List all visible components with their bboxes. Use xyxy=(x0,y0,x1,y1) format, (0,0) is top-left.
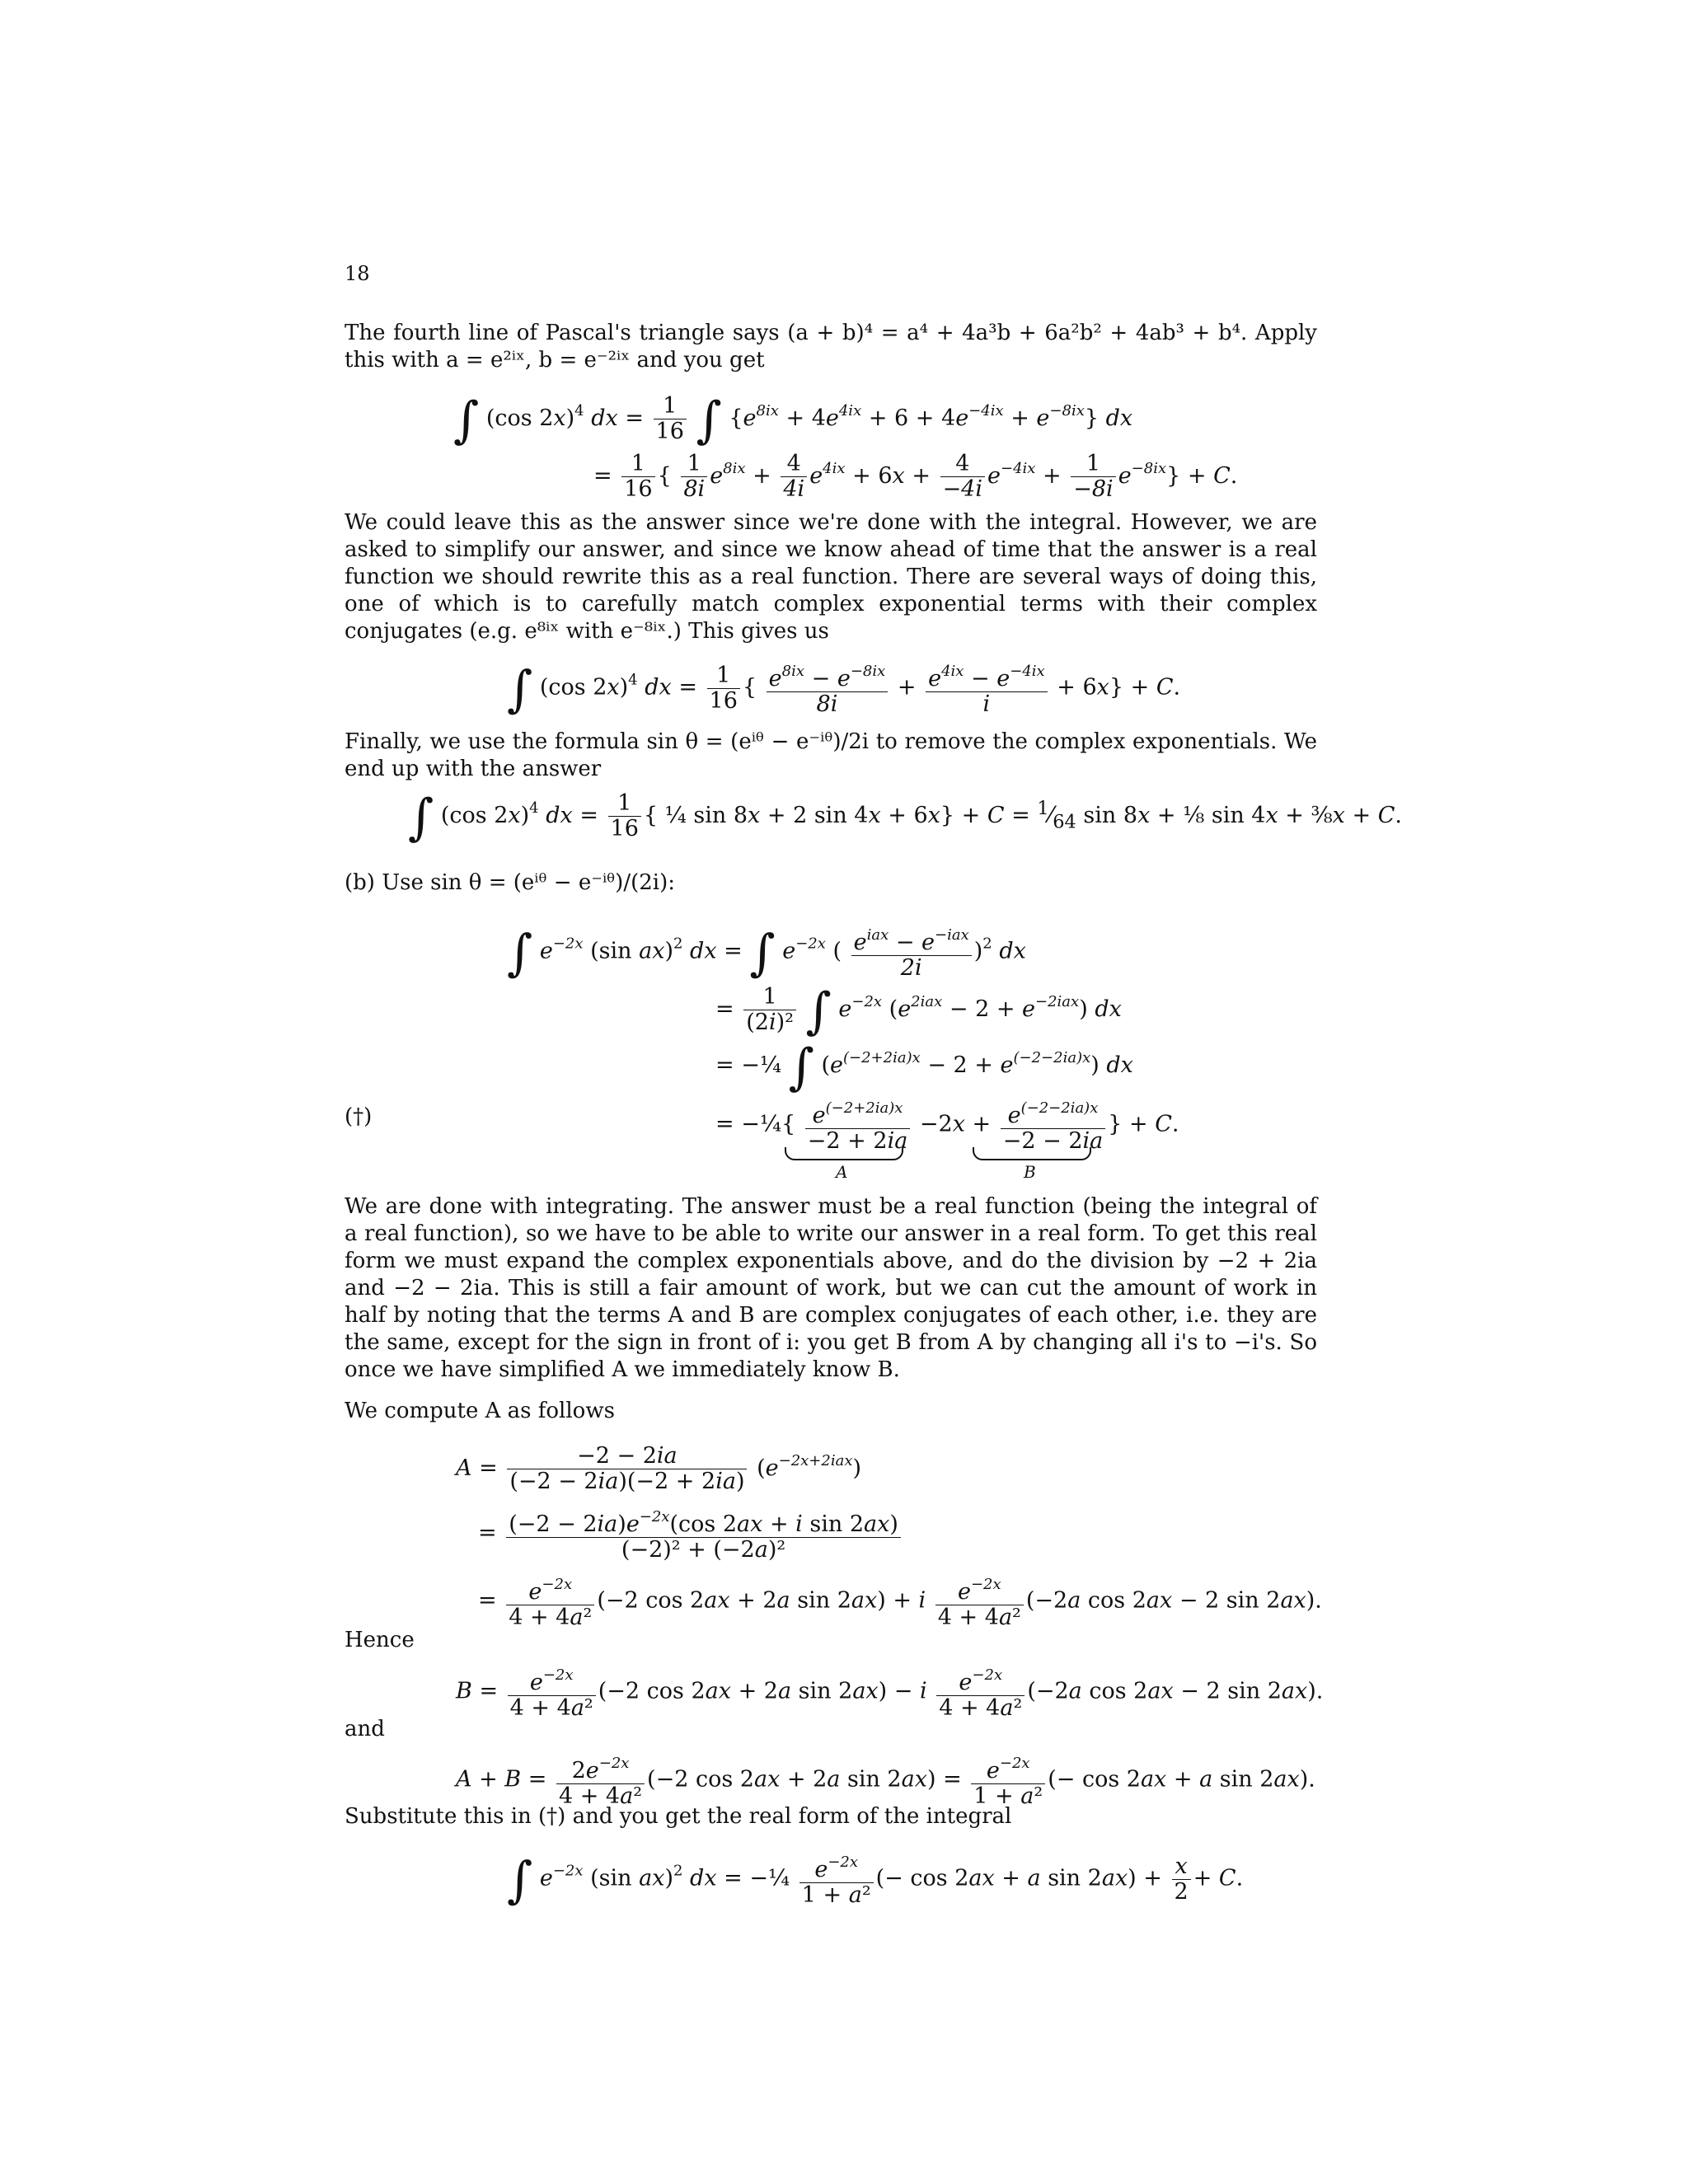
paragraph-part-b: (b) Use sin θ = (eⁱᶿ − e⁻ⁱᶿ)/(2i): xyxy=(345,870,675,895)
equation-final: ∫ $e^{-2x}$ (sin ax)$^2$ dx = −¼ $\frac{e^{-2x}}{\text{1 + a²}}$ (− cos 2ax + a sin 2ax) + $\frac{x}{2}$ + C. xyxy=(507,1851,1244,1910)
underbrace-A xyxy=(785,1147,903,1160)
equation-b-line1: ∫ $e^{-2x}$ (sin ax)$^2$ dx = ∫ $e^{-2x}$ ( $\frac{e^{iax} - e^{-iax}}{2i}$ )$^2$ dx xyxy=(507,924,1026,982)
paragraph-done-integrating: We are done with integrating. The answer must be a real function (being the integral of a real function), so we have to be able to write our answer in a real form. To get this real form we must expand the complex exponentials above, and do the division by −2 + 2ia and −2 − 2ia. This is still a fair amount of work, but we can cut the amount of work in half by noting that the terms A and B are complex conjugates of each other, i.e. they are the same, except for the sign in front of i: you get B from A by changing all i's to −i's. So once we have simplified A we immediately know B. xyxy=(345,1194,1317,1382)
equation-b-line4: = −¼{ $\frac{e^{(-2+2ia)x}}{-2 + 2ia}$ −2x + $\frac{e^{(-2-2ia)x}}{-2 - 2ia}$ } + C. xyxy=(715,1096,1179,1154)
equation-A-line2: = $\frac{(-2 - 2ia)e^{-2x}(\cos 2ax + i \sin 2ax)}{\text{(−2)² + (−2a)²}}$ xyxy=(478,1505,903,1563)
paragraph-compute-A: We compute A as follows xyxy=(345,1399,615,1423)
equation-cos4-integrated: = $\frac{1}{16}$ { $\frac{1}{8i}$ $e^{8ix}$ + $\frac{4}{4i}$ $e^{4ix} + 6x$ + $\frac{4}{-4i}$ $e^{-4ix}$ + $\frac{1}{-8i}$ $e^{-8ix}\} + C$. xyxy=(593,451,1238,502)
equation-b-line3: = −¼ ∫ $(e^{(-2+2ia)x} - 2 + e^{(-2-2ia)x})$ dx xyxy=(715,1038,1133,1096)
paragraph-substitute: Substitute this in (†) and you get the real form of the integral xyxy=(345,1804,1012,1829)
underbrace-A-label: A xyxy=(836,1162,848,1182)
paragraph-simplify: We could leave this as the answer since we're done with the integral. However, we are asked to simplify our answer, and since we know ahead of time that the answer is a real function we should rewrite this as a real function. There are several ways of doing this, one of which is to carefully match complex exponential terms with their complex conjugates (e.g. e⁸ⁱˣ with e⁻⁸ⁱˣ.) This gives us xyxy=(345,510,1317,644)
equation-A-plus-B: A + B = $\frac{2e^{-2x}}{\text{4 + 4a²}}$ (−2 cos 2ax + 2a sin 2ax) = $\frac{e^{-2x}}{\text{1 + a²}}$ (− cos 2ax + a sin 2ax). xyxy=(456,1751,1315,1809)
paragraph-finally: Finally, we use the formula sin θ = (eⁱᶿ − e⁻ⁱᶿ)/2i to remove the complex exponentials. We end up with the answer xyxy=(345,729,1317,781)
and-label: and xyxy=(345,1717,385,1741)
equation-b-line2: = $\frac{1}{\text{(2i)²}}$ ∫ $e^{-2x}$ $(e^{2iax} - 2 + e^{-2iax})$ dx xyxy=(715,982,1122,1040)
underbrace-B-label: B xyxy=(1024,1162,1036,1182)
paragraph-pascal: The fourth line of Pascal's triangle says (a + b)⁴ = a⁴ + 4a³b + 6a²b² + 4ab³ + b⁴. Apply this with a = e²ⁱˣ, b = e⁻²ⁱˣ and you get xyxy=(345,321,1317,373)
equation-A-line3: = $\frac{e^{-2x}}{\text{4 + 4a²}}$ (−2 cos 2ax + 2a sin 2ax) + i $\frac{e^{-2x}}{\text{4 + 4a²}}$ (−2a cos 2ax − 2 sin 2ax). xyxy=(478,1572,1322,1630)
equation-cos4-answer: ∫ (cos 2x)$^4$ dx = $\frac{1}{16}$ { ¼ sin 8x + 2 $\sin 4x + 6x\} + C = ^1⁄_{64}$ sin 8x + ⅛ sin 4x + ⅜x + C. xyxy=(408,789,1402,846)
hence-label: Hence xyxy=(345,1628,415,1652)
equation-cos4-expansion: ∫ (cos 2x)$^4$ dx = $\frac{1}{16}$ ∫ $\{e^{8ix} + 4e^{4ix} + 6 + 4e^{-4ix} + e^{-8ix}\}$ dx xyxy=(453,391,1133,449)
equation-conjugate-pairs: ∫ (cos 2x)$^4$ dx = $\frac{1}{16}$ { $\frac{e^{8ix} - e^{-8ix}}{8i}$ + $\frac{e^{4ix} - e^{-4ix}}{i}$ + 6x} + C. xyxy=(507,660,1181,719)
page-number: 18 xyxy=(345,262,370,285)
equation-A-line1: A = $\frac{-2 - 2ia}{(-2 - 2ia)(-2 + 2ia)}$ $(e^{-2x+2iax})$ xyxy=(456,1443,862,1494)
underbrace-B xyxy=(973,1147,1091,1160)
dagger-label: (†) xyxy=(345,1104,373,1129)
equation-B: B = $\frac{e^{-2x}}{\text{4 + 4a²}}$ (−2 cos 2ax + 2a sin 2ax) − i $\frac{e^{-2x}}{\text{4 + 4a²}}$ (−2a cos 2ax − 2 sin 2ax). xyxy=(456,1663,1323,1721)
